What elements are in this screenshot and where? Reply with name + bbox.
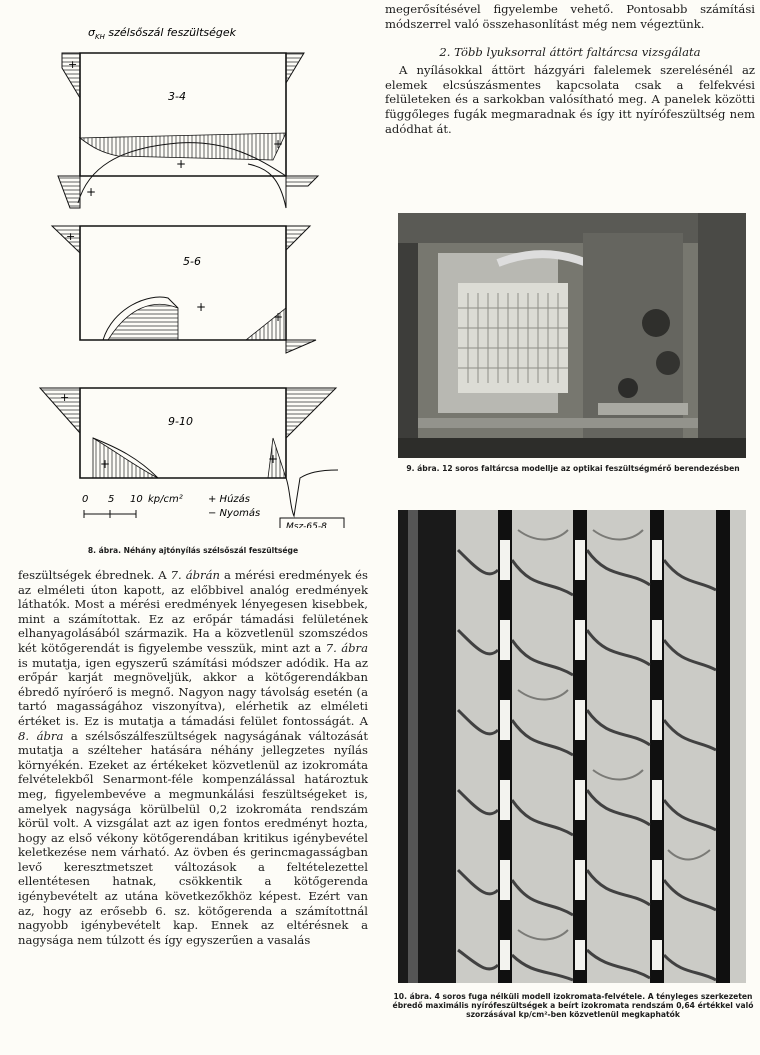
figure-8-diagram (18, 8, 368, 528)
right-paragraph-continuation: megerősítésével figyelembe vehető. Pontosabb számítási módszerrel való összehasonlítást még nem végeztünk. (385, 2, 755, 31)
panel-3-4 (58, 53, 318, 208)
figure-8-legend (208, 493, 260, 519)
svg-text:+: + (273, 310, 284, 324)
right-column-text (385, 2, 755, 136)
svg-text:+: + (86, 185, 97, 199)
svg-text:+: + (100, 457, 111, 471)
svg-text:5: 5 (108, 494, 115, 505)
panel-9-10-label: 9-10 (168, 415, 193, 428)
svg-text:10: 10 (130, 494, 143, 505)
panel-3-4-label: 3-4 (168, 90, 186, 103)
svg-text:+: + (176, 157, 187, 171)
svg-text:+: + (68, 58, 78, 71)
section-heading: 2. Több lyuksorral áttört faltárcsa vizsgálata (439, 45, 701, 60)
figure-10-caption: 10. ábra. 4 soros fuga nélküli modell izokromata-felvétele. A tényleges szerkezeten ébredő maximális nyírófeszültségek a beírt izokromata rendszám 0,64 értékkel való szorzásával kp/cm²-ben közvetlenül megkaphatók (392, 992, 754, 1019)
svg-text:+: + (66, 230, 76, 243)
figure-9-photo (398, 213, 746, 458)
panel-5-6-label: 5-6 (183, 255, 201, 268)
svg-text:0: 0 (82, 494, 89, 505)
svg-text:+: + (273, 137, 284, 151)
svg-text:+: + (60, 391, 70, 404)
figure-8-scale (82, 494, 183, 518)
figure-10-photo (398, 510, 746, 983)
svg-text:+: + (268, 452, 279, 466)
svg-text:+ Húzás: + Húzás (208, 494, 251, 505)
svg-text:Msz-65-8: Msz-65-8 (286, 522, 327, 528)
svg-text:− Nyomás: − Nyomás (208, 508, 261, 519)
left-column-paragraph: feszültségek ébrednek. A 7. ábrán a mérési eredmények és az elméleti úton kapott, az előbbivel analóg eredmények láthatók. Most a mérési eredmények lényegesen kisebbek, mint a számítottak. Ez az erőpár támadási felületének elhanyagolásából származik. Ha a közvetlenül szomszédos két kötőgerendát is figyelembe vesszük, mint azt a 7. ábra is mutatja, igen egyszerű számítási módszer adódik. Ha az erőpár karját megnöveljük, akkor a kötőgerendákban ébredő nyíróerő is megnő. Nagyon nagy távolság esetén (a tartó magasságához viszonyítva), elérhetik az elméleti értéket is. Ez is mutatja a támadási felület fontosságát. A 8. ábra a szélsőszálfeszültségek nagyságának változását mutatja a szélteher hatására néhány jellegzetes nyílás környékén. Ezeket az értékeket közvetlenül az izokromáta felvételekből Senarmont-féle kompenzálással határoztuk meg, figyelembevéve a megmunkálási feszültségeket is, amelyek nagysága körülbelül 0,2 izokromáta rendszám körül volt. A vizsgálat azt az igen fontos eredményt hozta, hogy az első vékony kötőgerendában kritikus igénybevétel keletkezése nem várható. Az övben és gerincmagasságban levő keresztmetszet változások a feltételezettel ellentétesen hatnak, csökkentik a kötőgerenda igénybevételt az utána következőkhöz képest. Ezért van az, hogy az erősebb 6. sz. kötőgerenda a számítottnál nagyobb igénybevételt kap. Ennek az eltérésnek a nagysága nem túlzott és így egyszerűen a vasalás (18, 568, 368, 947)
figure-8-title: $\sigma_{KH}$ szélsőszál feszültségek (88, 26, 237, 41)
panel-5-6 (52, 226, 316, 353)
right-paragraph-intro: A nyílásokkal áttört házgyári falelemek szerelésénél az elemek elcsúszásmentes kapcsolata csak a felfekvési felületeken és a sarkokban valósítható meg. A panelek közötti függőleges fugák megmaradnak és így itt nyírófeszültség nem adódhat át. (385, 63, 755, 136)
svg-text:+: + (196, 300, 207, 314)
figure-8-caption: 8. ábra. Néhány ajtónyílás szélsőszál feszültsége (87, 546, 299, 555)
svg-text:kp/cm²: kp/cm² (148, 494, 183, 505)
figure-8-stamp (280, 518, 344, 528)
figure-9-caption: 9. ábra. 12 soros faltárcsa modellje az optikai feszültségmérő berendezésben (406, 464, 740, 473)
